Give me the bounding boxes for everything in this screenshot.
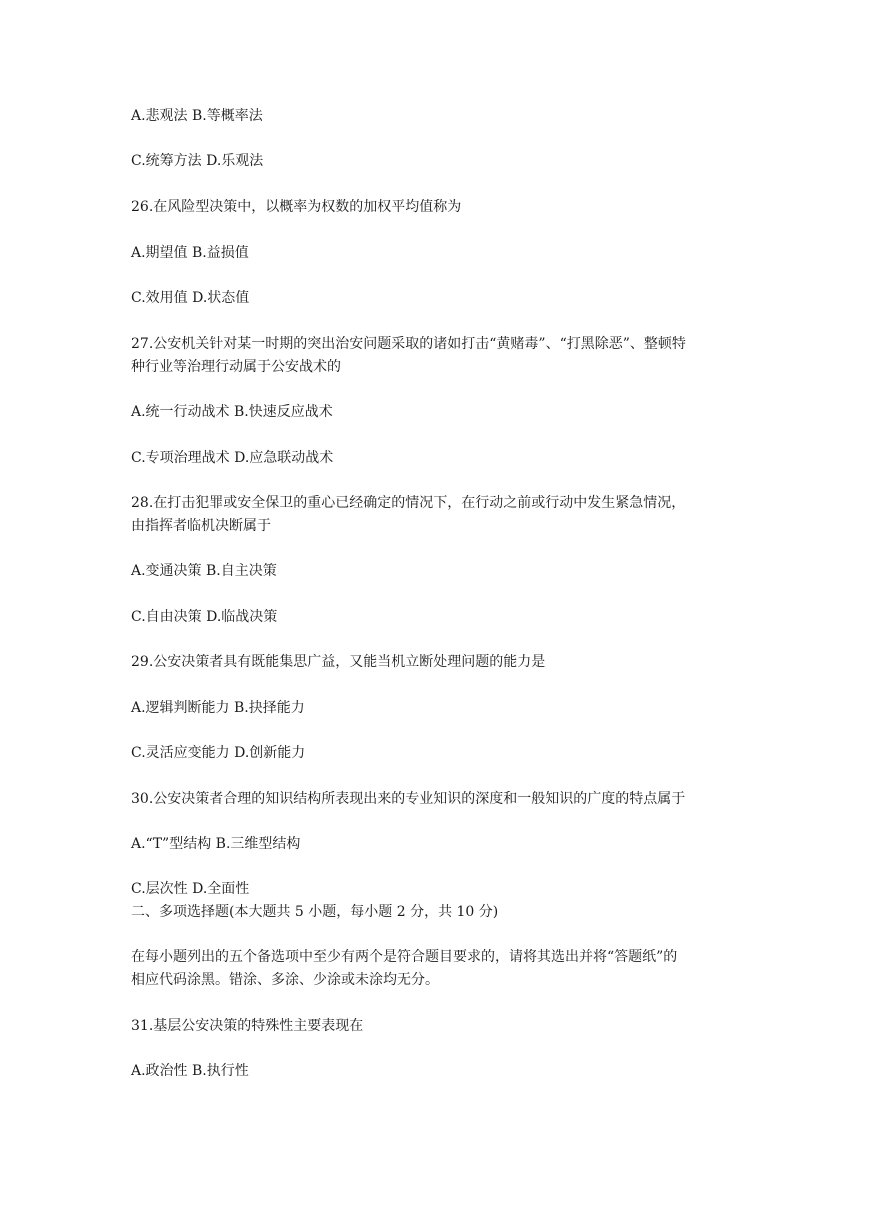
option-line-26-ab: A.期望值 B.益损值	[131, 245, 249, 261]
question-28-line-2: 由指挥者临机决断属于	[131, 518, 271, 534]
question-26: 26.在风险型决策中，以概率为权数的加权平均值称为	[131, 199, 462, 215]
question-31: 31.基层公安决策的特殊性主要表现在	[131, 1018, 364, 1034]
question-27-line-2: 种行业等治理行动属于公安战术的	[131, 359, 341, 375]
option-line-29-cd: C.灵活应变能力 D.创新能力	[131, 745, 306, 761]
instructions-line-2: 相应代码涂黑。错涂、多涂、少涂或未涂均无分。	[131, 972, 439, 988]
option-line-26-cd: C.效用值 D.状态值	[131, 290, 250, 306]
question-27-line-1: 27.公安机关针对某一时期的突出治安问题采取的诸如打击“黄赌毒”、“打黑除恶”、整顿特	[131, 336, 686, 352]
question-29: 29.公安决策者具有既能集思广益，又能当机立断处理问题的能力是	[131, 654, 546, 670]
option-line-29-ab: A.逻辑判断能力 B.抉择能力	[131, 700, 305, 716]
option-line-25-ab: A.悲观法 B.等概率法	[131, 108, 263, 124]
option-line-28-cd: C.自由决策 D.临战决策	[131, 609, 278, 625]
option-line-27-cd: C.专项治理战术 D.应急联动战术	[131, 450, 334, 466]
option-line-30-cd: C.层次性 D.全面性	[131, 881, 250, 897]
instructions-line-1: 在每小题列出的五个备选项中至少有两个是符合题目要求的，请将其选出并将“答题纸”的	[131, 949, 678, 965]
question-28-line-1: 28.在打击犯罪或安全保卫的重心已经确定的情况下，在行动之前或行动中发生紧急情况，	[131, 495, 686, 511]
option-line-31-ab: A.政治性 B.执行性	[131, 1063, 249, 1079]
section-heading-multiple-choice: 二、多项选择题(本大题共 5 小题，每小题 2 分，共 10 分)	[131, 904, 499, 920]
option-line-28-ab: A.变通决策 B.自主决策	[131, 563, 277, 579]
option-line-27-ab: A.统一行动战术 B.快速反应战术	[131, 404, 333, 420]
option-line-30-ab: A.“T”型结构 B.三维型结构	[131, 836, 301, 852]
question-30: 30.公安决策者合理的知识结构所表现出来的专业知识的深度和一般知识的广度的特点属于	[131, 791, 686, 807]
option-line-25-cd: C.统筹方法 D.乐观法	[131, 153, 264, 169]
